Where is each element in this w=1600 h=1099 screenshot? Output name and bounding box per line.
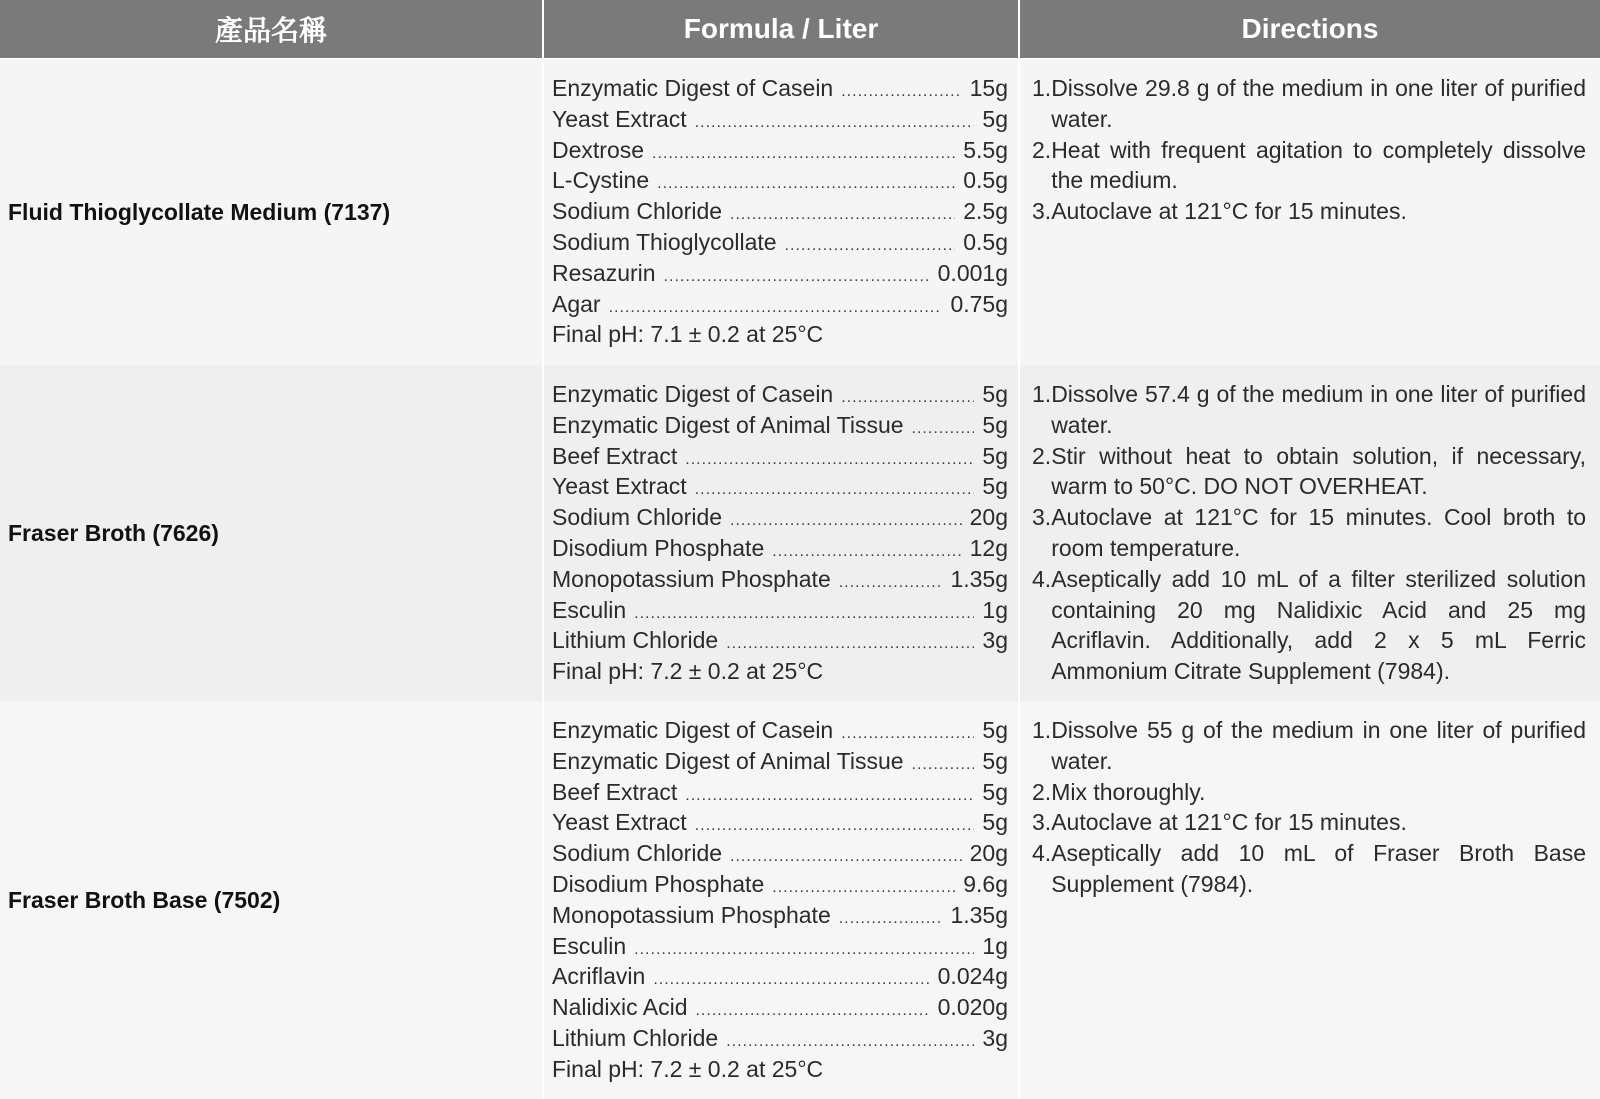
leader-dots [695, 475, 975, 506]
ingredient-line [552, 379, 1008, 410]
ingredient-line [552, 441, 1008, 472]
ingredient-line [552, 715, 1008, 746]
table-header [0, 0, 1600, 59]
ingredient-name: Resazurin [552, 259, 656, 286]
ingredient-amount: 5g [982, 411, 1008, 438]
ingredient-amount: 1.35g [950, 565, 1008, 592]
step-text: Dissolve 29.8 g of the medium in one liter of purified water. [1051, 75, 1586, 132]
direction-step [1032, 502, 1586, 564]
ingredient-line [552, 931, 1008, 962]
formula-cell [544, 365, 1020, 701]
direction-step [1032, 135, 1586, 197]
ingredient-amount: 0.020g [937, 994, 1008, 1021]
ingredient-amount: 5g [982, 105, 1008, 132]
leader-dots [785, 231, 956, 262]
step-number: 3. [1032, 809, 1052, 836]
ingredient-amount: 20g [969, 504, 1008, 531]
step-text: Heat with frequent agitation to completely dissolve the medium. [1051, 136, 1586, 194]
ingredient-amount: 1.35g [950, 901, 1008, 928]
ingredient-amount: 0.5g [963, 167, 1008, 194]
ingredient-name: Sodium Chloride [552, 840, 723, 867]
ingredient-amount: 3g [982, 627, 1008, 654]
direction-step [1032, 838, 1586, 900]
step-number: 1. [1032, 381, 1052, 407]
leader-dots [664, 262, 930, 293]
ingredient-name: Beef Extract [552, 442, 678, 469]
ingredient-name: Acriflavin [552, 963, 646, 990]
ingredient-name: Beef Extract [552, 778, 678, 805]
ingredient-line [552, 992, 1008, 1023]
ingredient-amount: 1g [982, 932, 1008, 959]
ingredient-name: Disodium Phosphate [552, 534, 765, 561]
ingredient-name: Yeast Extract [552, 105, 687, 132]
header-formula: Formula / Liter [544, 0, 1020, 58]
ingredient-line [552, 289, 1008, 320]
ingredient-line [552, 227, 1008, 258]
step-number: 1. [1032, 717, 1052, 743]
ingredient-name: Enzymatic Digest of Casein [552, 717, 834, 743]
leader-dots [730, 506, 962, 537]
ingredient-name: Esculin [552, 596, 627, 623]
ingredient-name: Lithium Chloride [552, 1024, 719, 1051]
product-name: Fraser Broth (7626) [0, 365, 544, 701]
formula-cell [544, 59, 1020, 365]
ingredient-name: Yeast Extract [552, 473, 687, 500]
ingredient-name: Disodium Phosphate [552, 870, 765, 897]
ingredient-line [552, 502, 1008, 533]
ingredient-line [552, 73, 1008, 104]
ingredient-line [552, 564, 1008, 595]
ingredient-name: Agar [552, 290, 601, 317]
ingredient-amount: 5g [982, 809, 1008, 836]
directions-cell [1020, 701, 1600, 1099]
step-text: Autoclave at 121°C for 15 minutes. Cool broth to room temperature. [1051, 504, 1586, 561]
ingredient-amount: 5g [982, 717, 1008, 743]
table-row [0, 59, 1600, 365]
step-text: Mix thoroughly. [1051, 778, 1206, 805]
leader-dots [695, 811, 975, 842]
step-number: 3. [1032, 504, 1052, 531]
direction-step [1032, 777, 1586, 808]
ingredient-amount: 2.5g [963, 198, 1008, 225]
step-number: 4. [1032, 840, 1052, 867]
ingredient-name: Enzymatic Digest of Casein [552, 381, 834, 407]
ingredient-amount: 5g [982, 778, 1008, 805]
ingredient-line [552, 746, 1008, 777]
ingredient-line [552, 595, 1008, 626]
ingredient-name: Yeast Extract [552, 809, 687, 836]
direction-step [1032, 807, 1586, 838]
step-text: Autoclave at 121°C for 15 minutes. [1051, 809, 1407, 836]
ingredient-line [552, 104, 1008, 135]
leader-dots [634, 935, 974, 966]
ingredient-name: Enzymatic Digest of Animal Tissue [552, 747, 904, 774]
step-text: Dissolve 55 g of the medium in one liter of purified water. [1051, 717, 1586, 774]
step-number: 2. [1032, 778, 1052, 805]
leader-dots [685, 445, 974, 476]
ingredient-line [552, 838, 1008, 869]
ingredient-amount: 0.5g [963, 228, 1008, 255]
leader-dots [653, 965, 929, 996]
step-text: Dissolve 57.4 g of the medium in one liter of purified water. [1051, 381, 1586, 438]
ingredient-name: Sodium Chloride [552, 504, 723, 531]
ingredient-amount: 0.75g [950, 290, 1008, 317]
ingredient-name: Monopotassium Phosphate [552, 901, 831, 928]
ingredient-name: Monopotassium Phosphate [552, 565, 831, 592]
leader-dots [841, 77, 961, 108]
ingredient-amount: 1g [982, 596, 1008, 623]
ingredient-line [552, 165, 1008, 196]
ingredient-line [552, 961, 1008, 992]
product-name: Fluid Thioglycollate Medium (7137) [0, 59, 544, 365]
ingredient-name: Esculin [552, 932, 627, 959]
final-ph: Final pH: 7.1 ± 0.2 at 25°C [552, 321, 824, 348]
ingredient-line [552, 533, 1008, 564]
ingredient-amount: 3g [982, 1024, 1008, 1051]
step-text: Autoclave at 121°C for 15 minutes. [1051, 198, 1407, 225]
table-row [0, 701, 1600, 1099]
direction-step [1032, 73, 1586, 135]
ingredient-name: L-Cystine [552, 167, 650, 194]
ingredient-amount: 15g [969, 75, 1008, 101]
ingredient-amount: 9.6g [963, 870, 1008, 897]
final-ph: Final pH: 7.2 ± 0.2 at 25°C [552, 1055, 824, 1082]
ingredient-line [552, 869, 1008, 900]
ingredient-amount: 5g [982, 381, 1008, 407]
final-ph: Final pH: 7.2 ± 0.2 at 25°C [552, 658, 824, 685]
leader-dots [912, 750, 975, 781]
ingredient-name: Enzymatic Digest of Animal Tissue [552, 411, 904, 438]
ingredient-amount: 5.5g [963, 136, 1008, 163]
ingredient-name: Sodium Thioglycollate [552, 228, 777, 255]
leader-dots [695, 108, 975, 139]
ingredient-amount: 5g [982, 747, 1008, 774]
step-text: Stir without heat to obtain solution, if necessary, warm to 50°C. DO NOT OVERHEAT. [1051, 442, 1586, 500]
step-number: 1. [1032, 75, 1052, 101]
ingredient-line [552, 1023, 1008, 1054]
direction-step [1032, 441, 1586, 503]
leader-dots [685, 781, 974, 812]
ingredient-amount: 20g [969, 840, 1008, 867]
direction-step [1032, 715, 1586, 777]
directions-cell [1020, 59, 1600, 365]
ingredient-name: Enzymatic Digest of Casein [552, 75, 834, 101]
direction-step [1032, 564, 1586, 687]
direction-step [1032, 379, 1586, 441]
step-number: 2. [1032, 442, 1052, 469]
leader-dots [730, 842, 962, 873]
step-text: Aseptically add 10 mL of a filter sterilized solution containing 20 mg Nalidixic Acid and 25 mg Acriflavin. Additionally, add 2 x 5 mL Ferric Ammonium Citrate Supplement (7984). [1051, 565, 1586, 685]
ingredient-amount: 0.001g [937, 259, 1008, 286]
ingredient-name: Sodium Chloride [552, 198, 723, 225]
ingredient-line [552, 258, 1008, 289]
direction-step [1032, 196, 1586, 227]
ingredient-amount: 5g [982, 473, 1008, 500]
ingredient-line [552, 196, 1008, 227]
table-row [0, 365, 1600, 701]
ingredient-amount: 0.024g [937, 963, 1008, 990]
directions-cell [1020, 365, 1600, 701]
ingredient-line [552, 900, 1008, 931]
ingredient-name: Dextrose [552, 136, 645, 163]
leader-dots [912, 414, 975, 445]
ingredient-line [552, 135, 1008, 166]
ingredient-amount: 12g [969, 534, 1008, 561]
leader-dots [652, 139, 955, 170]
step-number: 3. [1032, 198, 1052, 225]
formula-cell [544, 701, 1020, 1099]
ingredient-line [552, 807, 1008, 838]
leader-dots [839, 568, 943, 599]
ingredient-line [552, 410, 1008, 441]
step-number: 2. [1032, 136, 1052, 163]
header-directions: Directions [1241, 13, 1379, 44]
leader-dots [839, 904, 943, 935]
ingredient-name: Nalidixic Acid [552, 994, 688, 1021]
step-text: Aseptically add 10 mL of Fraser Broth Base Supplement (7984). [1051, 840, 1586, 897]
ingredient-amount: 5g [982, 442, 1008, 469]
step-number: 4. [1032, 565, 1052, 592]
product-name: Fraser Broth Base (7502) [0, 701, 544, 1099]
ingredient-name: Lithium Chloride [552, 627, 719, 654]
ingredient-line [552, 777, 1008, 808]
header-product-name: 產品名稱 [0, 0, 544, 58]
ingredient-line [552, 625, 1008, 656]
ingredient-line [552, 471, 1008, 502]
leader-dots [696, 996, 930, 1027]
